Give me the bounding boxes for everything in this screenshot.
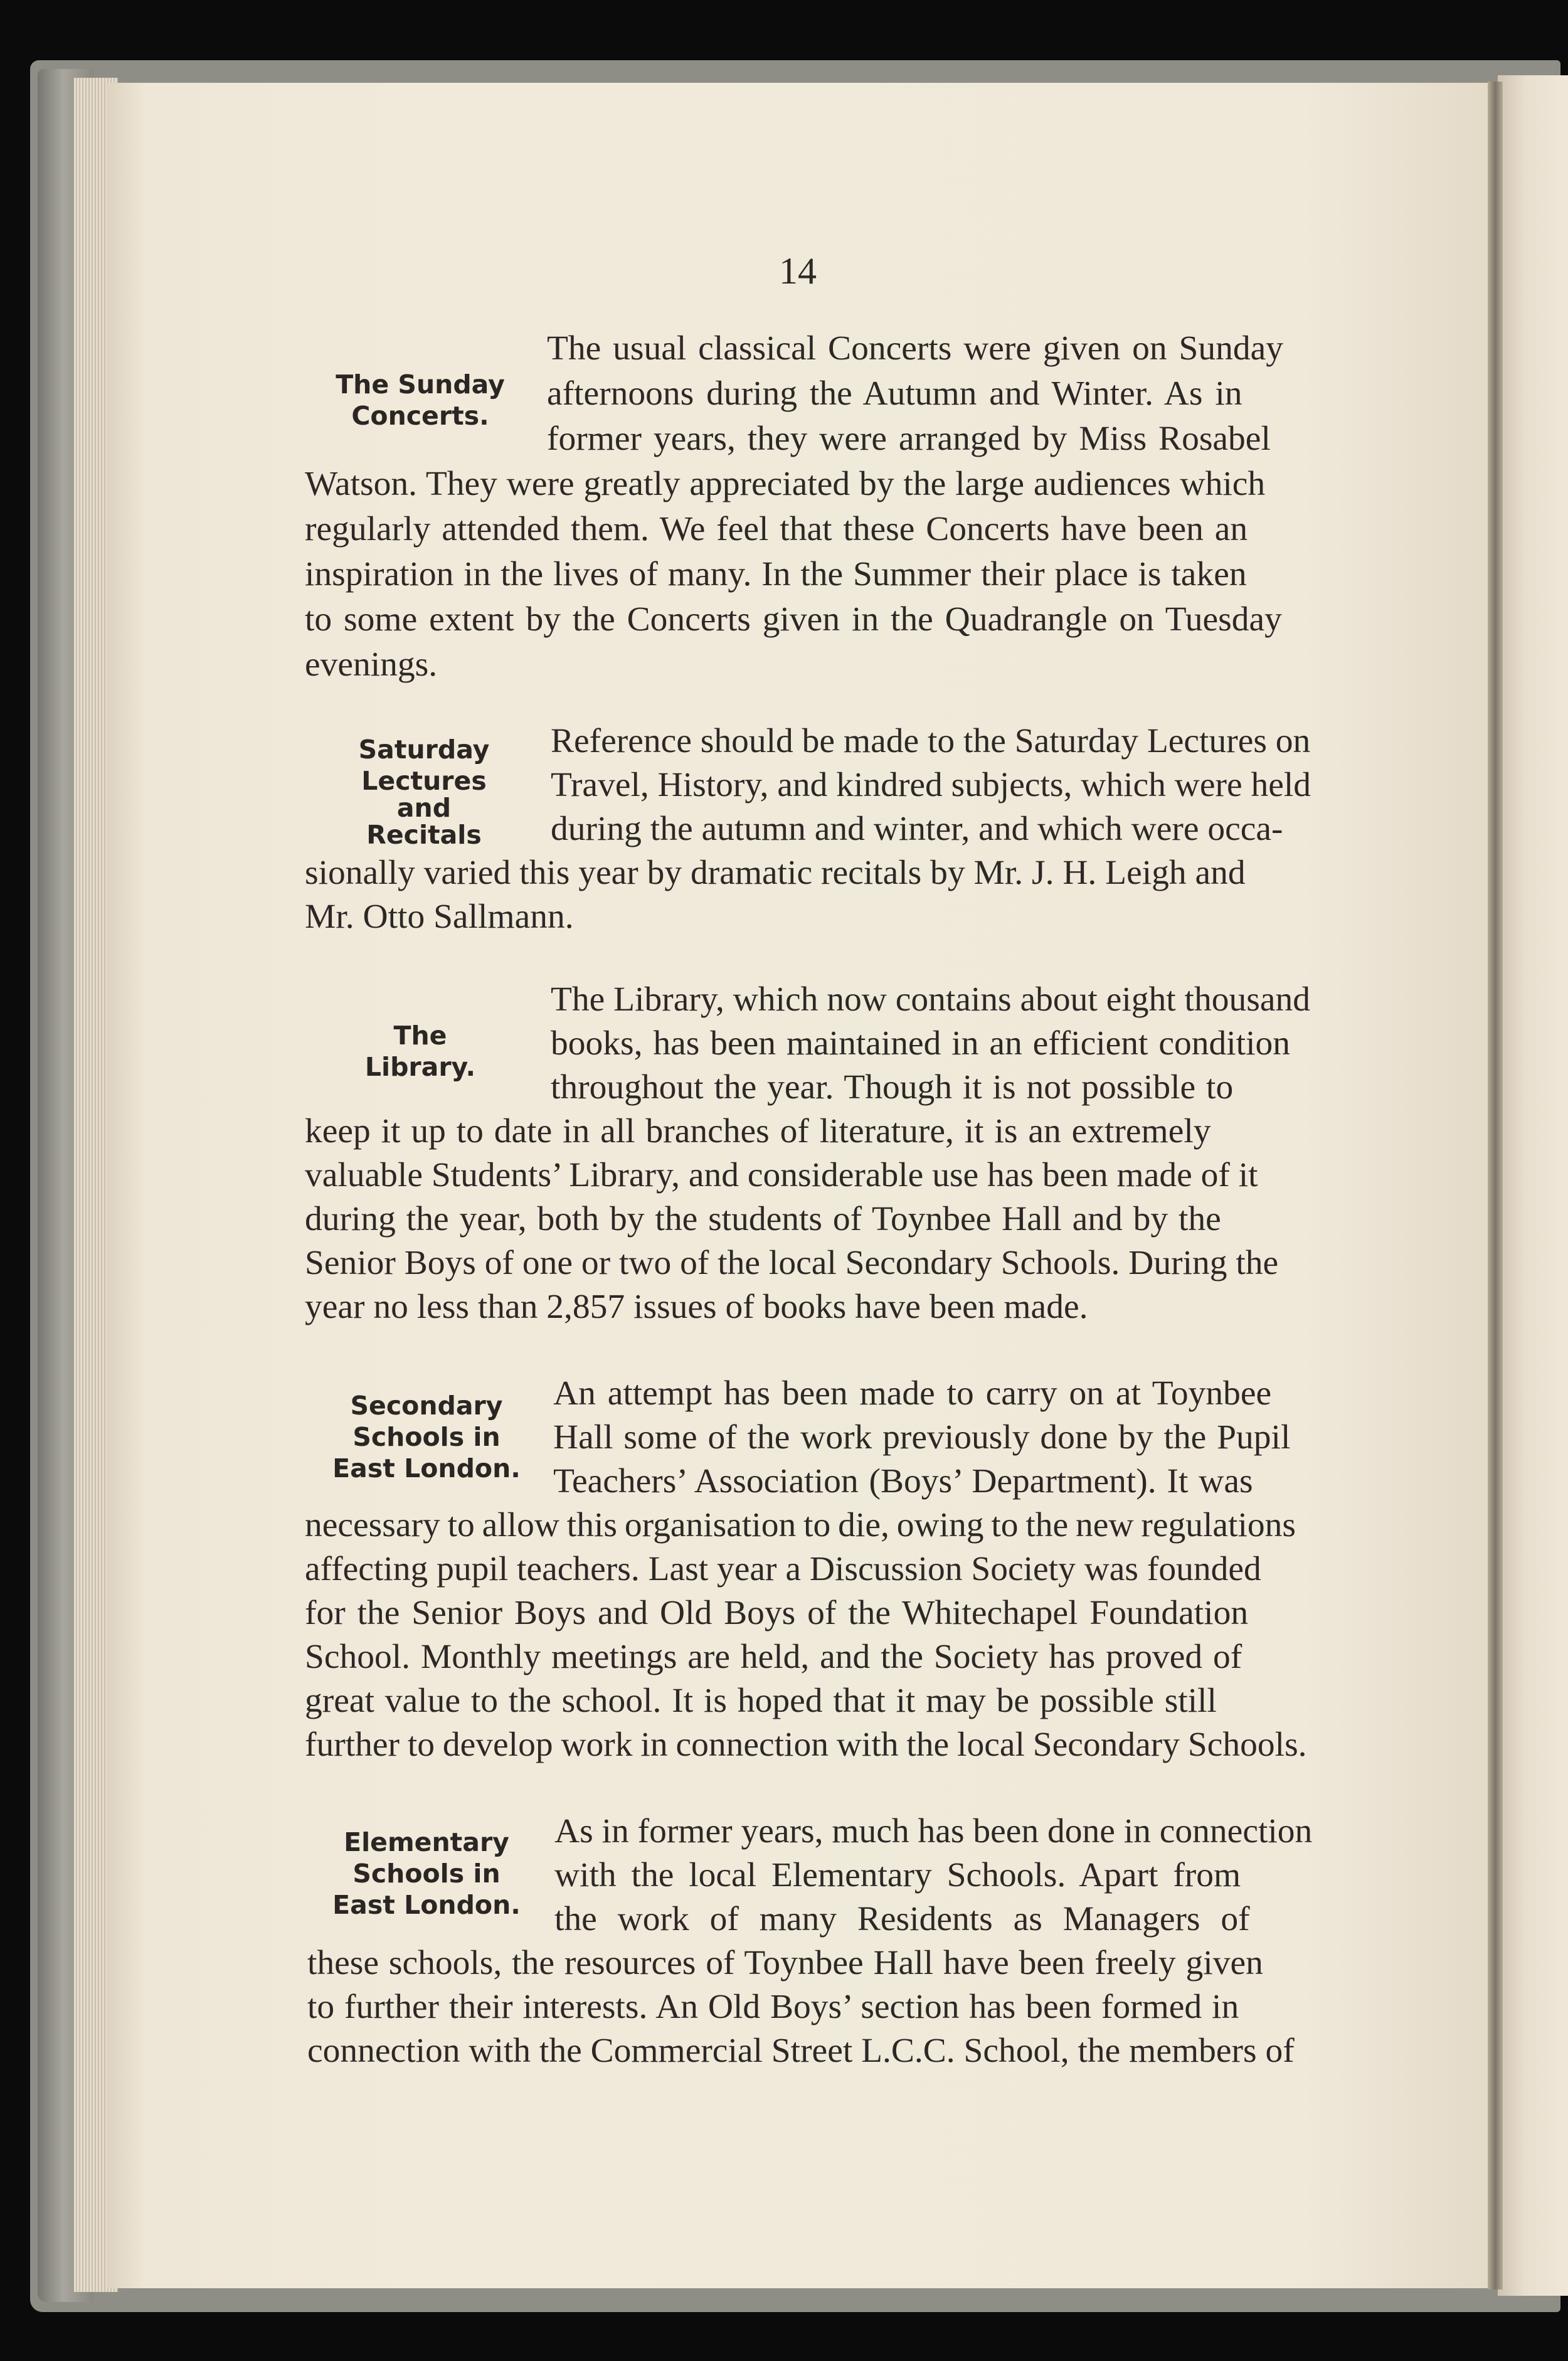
text-line: afternoons during the Autumn and Winter. As in	[547, 374, 1242, 413]
sidenote-line: Recitals	[366, 820, 482, 850]
text-line: Mr. Otto Sallmann.	[305, 898, 574, 936]
text-line: keep it up to date in all branches of literature, it is an extremely	[305, 1112, 1211, 1150]
text-line: with the local Elementary Schools. Apart from	[554, 1856, 1241, 1894]
text-line: further to develop work in connection with the local Secondary Schools.	[305, 1726, 1307, 1764]
text-line: As in former years, much has been done in connection	[554, 1812, 1313, 1850]
page-number: 14	[779, 250, 817, 292]
text-line: to some extent by the Concerts given in the Quadrangle on Tuesday	[305, 600, 1282, 639]
text-line: these schools, the resources of Toynbee Hall have been freely given	[307, 1944, 1263, 1982]
text-line: former years, they were arranged by Miss Rosabel	[547, 420, 1271, 458]
sidenote-line: Schools in	[352, 1422, 501, 1452]
text-line: great value to the school. It is hoped that it may be possible still	[305, 1682, 1217, 1720]
text-line: evenings.	[305, 645, 438, 684]
text-line: Teachers’ Association (Boys’ Department). It was	[553, 1462, 1253, 1500]
text-line: School. Monthly meetings are held, and the Society has proved of	[305, 1638, 1242, 1676]
text-line: Travel, History, and kindred subjects, which were held	[551, 766, 1311, 804]
text-line: affecting pupil teachers. Last year a Discussion Society was founded	[305, 1550, 1261, 1588]
text-line: Hall some of the work previously done by the Pupil	[553, 1418, 1291, 1456]
text-line: Reference should be made to the Saturday Lectures on	[551, 722, 1311, 760]
sidenote-line: East London.	[332, 1890, 521, 1920]
text-line: to further their interests. An Old Boys’ section has been formed in	[307, 1988, 1239, 2026]
sidenote-line: Lectures	[361, 766, 487, 796]
text-line: Watson. They were greatly appreciated by the large audiences which	[305, 465, 1266, 503]
text-line: valuable Students’ Library, and considerable use has been made of it	[305, 1156, 1258, 1194]
text-line: inspiration in the lives of many. In the Summer their place is taken	[305, 555, 1247, 593]
sidenote-line: Saturday	[358, 735, 490, 765]
sidenote-line: The Sunday	[336, 369, 505, 400]
text-line: books, has been maintained in an efficient condition	[551, 1024, 1290, 1063]
sidenote-line: Concerts.	[351, 401, 489, 431]
sidenote-line: Schools in	[352, 1859, 501, 1889]
text-line: Senior Boys of one or two of the local Secondary Schools. During the	[305, 1244, 1279, 1282]
sidenote-elementary-schools	[320, 1827, 533, 1921]
sidenote-line: East London.	[332, 1453, 521, 1483]
text-line: necessary to allow this organisation to die, owing to the new regulations	[305, 1506, 1296, 1544]
text-line: during the autumn and winter, and which were occa-	[551, 810, 1283, 848]
sidenote-line: Library.	[364, 1052, 476, 1082]
text-line: year no less than 2,857 issues of books have been made.	[305, 1288, 1088, 1326]
text-line: throughout the year. Though it is not possible to	[551, 1068, 1234, 1106]
text-line: The usual classical Concerts were given on Sunday	[547, 329, 1283, 368]
text-line: An attempt has been made to carry on at Toynbee	[553, 1374, 1272, 1413]
text-line: connection with the Commercial Street L.C.C. School, the members of	[307, 2032, 1295, 2070]
text-line: for the Senior Boys and Old Boys of the Whitechapel Foundation	[305, 1594, 1249, 1632]
sidenote-line: Elementary	[344, 1827, 509, 1857]
text-line: during the year, both by the students of Toynbee Hall and by the	[305, 1200, 1221, 1238]
text-line: regularly attended them. We feel that these Concerts have been an	[305, 510, 1248, 548]
sidenote-line: and	[396, 793, 452, 823]
text-line: the work of many Residents as Managers of	[554, 1900, 1250, 1938]
sidenote-line: The	[393, 1021, 447, 1051]
text-line: The Library, which now contains about eight thousand	[551, 980, 1310, 1019]
text-line: sionally varied this year by dramatic recitals by Mr. J. H. Leigh and	[305, 854, 1246, 892]
sidenote-line: Secondary	[350, 1391, 503, 1421]
